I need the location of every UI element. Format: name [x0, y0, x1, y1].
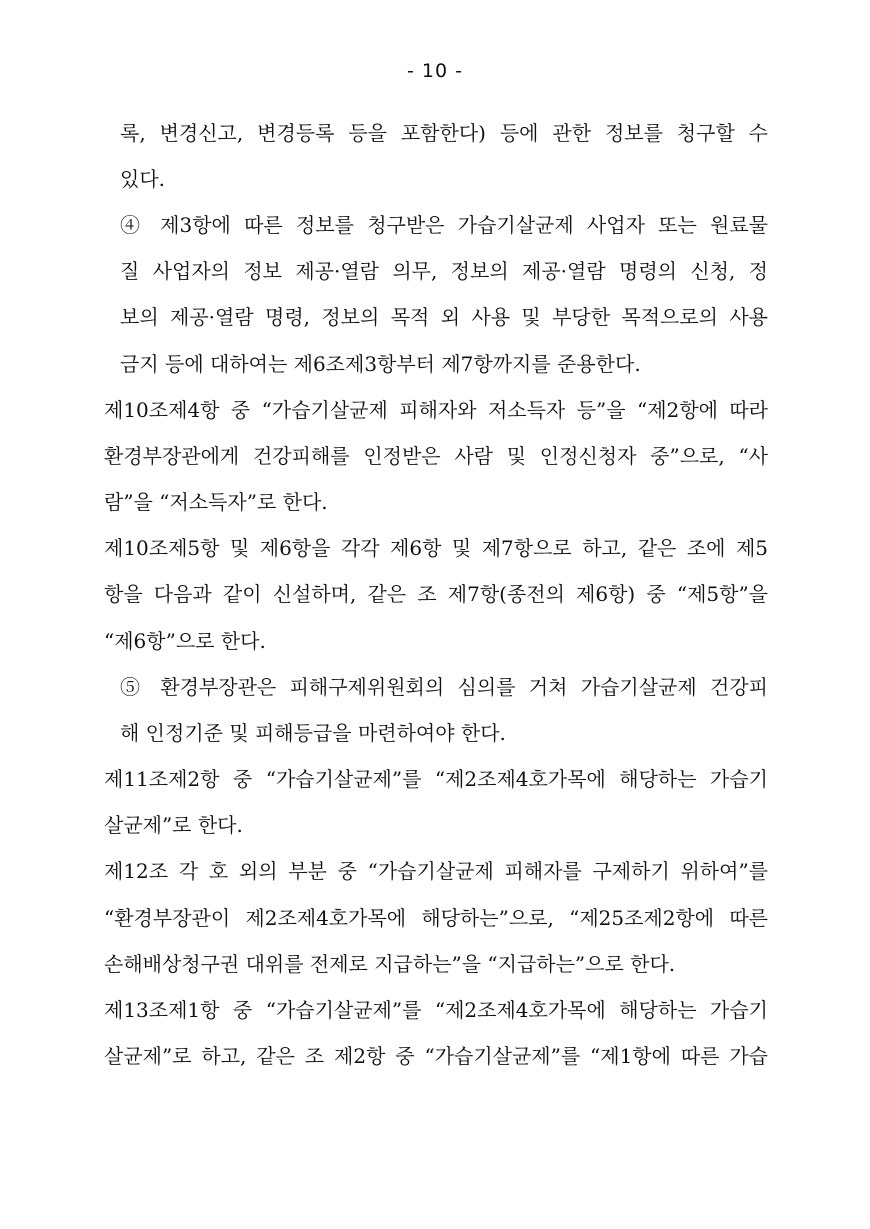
text-line: ⑤ 환경부장관은 피해구제위원회의 심의를 거쳐 가습기살균제 건강피	[120, 675, 768, 699]
text-line: 록, 변경신고, 변경등록 등을 포함한다) 등에 관한 정보를 청구할 수	[120, 121, 768, 145]
text-line: “환경부장관이 제2조제4호가목에 해당하는”으로, “제25조제2항에 따른	[104, 906, 768, 930]
text-line: ④ 제3항에 따른 정보를 청구받은 가습기살균제 사업자 또는 원료물	[120, 213, 768, 237]
text-line: 환경부장관에게 건강피해를 인정받은 사람 및 인정신청자 중”으로, “사	[104, 444, 768, 468]
text-line: 제11조제2항 중 “가습기살균제”를 “제2조제4호가목에 해당하는 가습기	[104, 767, 768, 791]
text-line: 살균제”로 하고, 같은 조 제2항 중 “가습기살균제”를 “제1항에 따른 가습	[104, 1044, 768, 1068]
page-number: - 10 -	[407, 60, 463, 82]
text-line: 있다.	[120, 167, 165, 191]
text-line: 제13조제1항 중 “가습기살균제”를 “제2조제4호가목에 해당하는 가습기	[104, 998, 768, 1022]
text-line: 제10조제5항 및 제6항을 각각 제6항 및 제7항으로 하고, 같은 조에 제5	[104, 536, 768, 560]
text-line: “제6항”으로 한다.	[104, 629, 266, 653]
text-line: 항을 다음과 같이 신설하며, 같은 조 제7항(종전의 제6항) 중 “제5항”을	[104, 582, 768, 606]
text-line: 보의 제공·열람 명령, 정보의 목적 외 사용 및 부당한 목적으로의 사용	[120, 305, 768, 329]
text-line: 손해배상청구권 대위를 전제로 지급하는”을 “지급하는”으로 한다.	[104, 952, 676, 976]
text-line: 질 사업자의 정보 제공·열람 의무, 정보의 제공·열람 명령의 신청, 정	[120, 259, 768, 283]
text-line: 해 인정기준 및 피해등급을 마련하여야 한다.	[120, 721, 506, 745]
text-line: 제12조 각 호 외의 부분 중 “가습기살균제 피해자를 구제하기 위하여”를	[104, 859, 768, 883]
text-line: 금지 등에 대하여는 제6조제3항부터 제7항까지를 준용한다.	[120, 352, 641, 376]
text-line: 제10조제4항 중 “가습기살균제 피해자와 저소득자 등”을 “제2항에 따라	[104, 398, 768, 422]
text-line: 살균제”로 한다.	[104, 813, 243, 837]
text-line: 람”을 “저소득자”로 한다.	[104, 490, 328, 514]
